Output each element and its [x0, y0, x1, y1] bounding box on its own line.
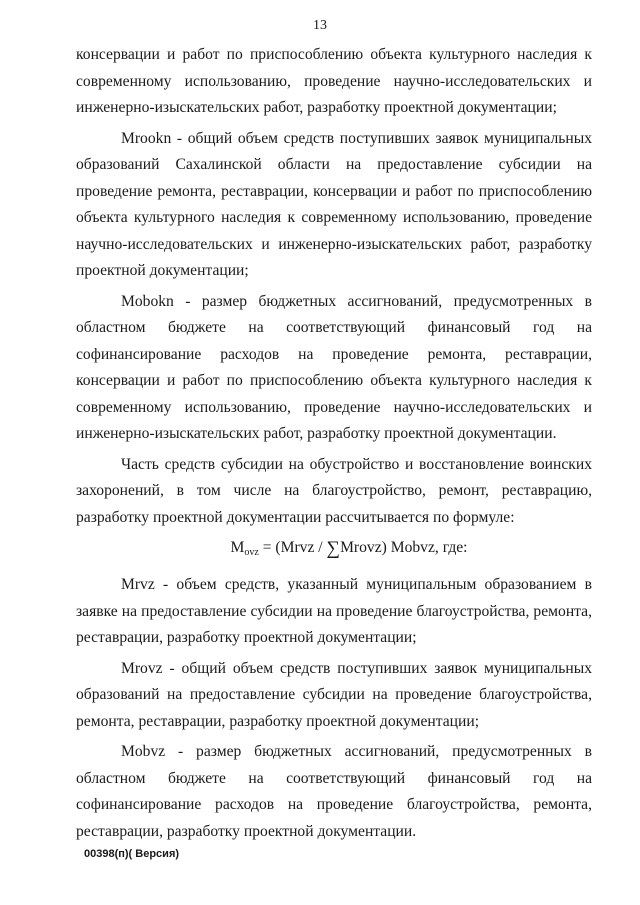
formula: [76, 535, 592, 566]
paragraph-mrookn: Mrookn - общий объем средств поступивших заявок муниципальных образований Сахалинской области на предоставление субсидии на проведение ремонта, реставрации, консервации и работ по приспособлению объекта культурного наследия к современному использованию, проведение научно-исследовательских и инженерно-изыскательских работ, разработку проектной документации;: [76, 129, 592, 279]
paragraph-mobokn: Mobokn - размер бюджетных ассигнований, предусмотренных в областном бюджете на соответствующий финансовый год на софинансирование расходов на проведение ремонта, реставрации, консервации и работ по приспособлению объекта культурного наследия к современному использованию, проведение научно-исследовательских и инженерно-изыскательских работ, разработку проектной документации.: [76, 292, 592, 442]
paragraph-formula-intro: Часть средств субсидии на обустройство и восстановление воинских захоронений, в том числе на благоустройство, ремонт, реставрацию, разработку проектной документации рассчитывается по формуле:: [76, 455, 592, 526]
document-code-footer: 00398(п)( Версия): [84, 848, 180, 860]
paragraph-mrovz: Mrovz - общий объем средств поступивших заявок муниципальных образований на предоставление субсидии на проведение благоустройства, ремонта, реставрации, разработку проектной документации;: [76, 659, 592, 730]
formula-lhs-subscript: ovz: [244, 547, 259, 558]
paragraph-mobvz: Mobvz - размер бюджетных ассигнований, предусмотренных в областном бюджете на соответствующий финансовый год на софинансирование расходов на проведение благоустройства, ремонта, реставрации, разработку проектной документации.: [76, 743, 592, 840]
document-body: [76, 42, 592, 845]
paragraph-continuation: консервации и работ по приспособлению объекта культурного наследия к современному использованию, проведение научно-исследовательских и инженерно-изыскательских работ, разработку проектной документации;: [76, 46, 592, 116]
formula-part-2: Mrovz) Mobvz, где:: [340, 539, 468, 556]
formula-part-1: = (Mrvz /: [258, 539, 327, 556]
sum-symbol: ∑: [326, 538, 341, 559]
paragraph-mrvz: Mrvz - объем средств, указанный муниципальным образованием в заявке на предоставление субсидии на проведение благоустройства, ремонта, реставрации, разработку проектной документации;: [76, 576, 592, 646]
formula-lhs: M: [230, 539, 245, 556]
page-number: 13: [313, 18, 327, 33]
